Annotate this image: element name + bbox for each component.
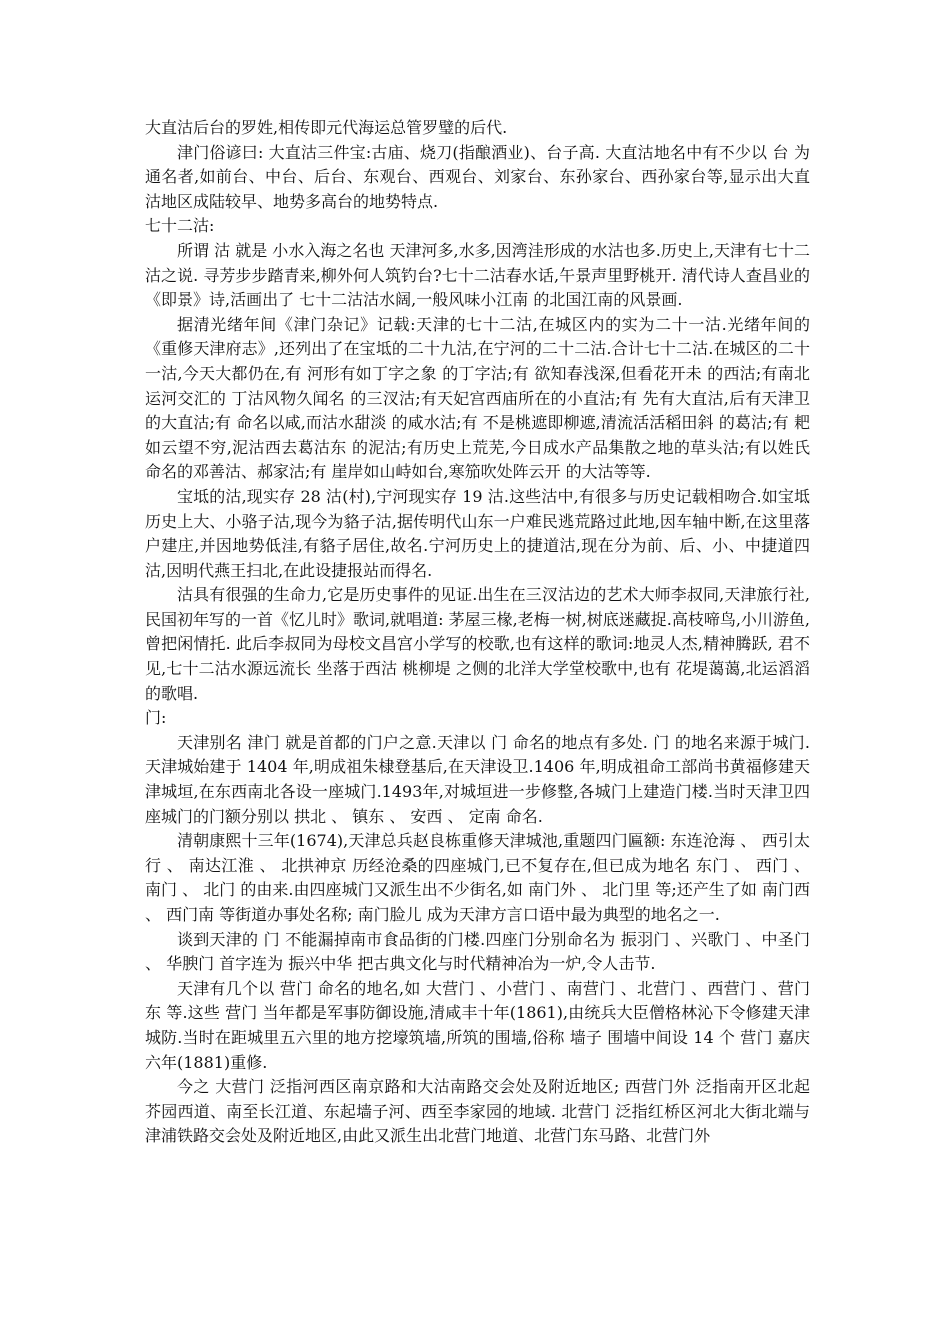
section-heading-men: 门: [145,708,167,728]
paragraph-gu-definition: 所谓 沽 就是 小水入海之名也 天津河多,水多,因湾洼形成的水沽也多.历史上,天津有七十二沽之说. 寻芳步步踏青来,柳外何人筑钓台?七十二沽春水话,午景声里野桃开. 清代诗人查昌业的《即景》诗,活画出了 七十二沽沽水阔,一般风味小江南 的北国江南的风景画. [145,240,810,310]
paragraph-jinmen-origin: 天津别名 津门 就是首都的门户之意.天津以 门 命名的地点有多处. 门 的地名来源于城门. 天津城始建于 1404 年,明成祖朱棣登基后,在天津设卫.1406 年,明成祖命工部尚书黄福修建天津城垣,在东西南北各设一座城门.1493年,对城垣进一步修整,各城门上建造门楼.当时天津卫四座城门的门额分别以 拱北 、 镇东 、 安西 、 定南 命名. [145,732,810,826]
section-heading-seventy-two-gu: 七十二沽: [145,216,215,236]
paragraph-gu-vitality: 沽具有很强的生命力,它是历史事件的见证.出生在三汊沽边的艺术大师李叔同,天津旅行社,民国初年写的一首《忆儿时》歌词,就唱道: 茅屋三椽,老梅一树,树底迷藏捉.高枝啼鸟,小川游鱼,曾把闲情托. 此后李叔同为母校文昌宫小学写的校歌,也有这样的歌词:地灵人杰,精神腾跃, 君不见,七十二沽水源远流长 坐落于西沽 桃柳堤 之侧的北洋大学堂校歌中,也有 花堤蔼蔼,北运滔滔 的歌唱. [145,585,810,703]
paragraph-yingmen-today: 今之 大营门 泛指河西区南京路和大沽南路交会处及附近地区; 西营门外 泛指南开区北起芥园西道、南至长江道、东起墙子河、西至李家园的地域. 北营门 泛指红桥区河北大街北端与津浦铁路交会处及附近地区,由此又派生出北营门地道、北营门东马路、北营门外 [145,1077,810,1146]
paragraph-dazhigu-luo: 大直沽后台的罗姓,相传即元代海运总管罗璧的后代. [145,118,508,137]
paragraph-jinmen-zaji: 据清光绪年间《津门杂记》记载:天津的七十二沽,在城区内的实为二十一沽.光绪年间的《重修天津府志》,还列出了在宝坻的二十九沽,在宁河的二十二沽.合计七十二沽.在城区的二十一沽,今天大都仍在,有 河形有如丁字之象 的丁字沽;有 欲知春浅深,但看花开未 的西沽;有南北运河交汇的 丁沽风物久闻名 的三汊沽;有天妃宫西庙所在的小直沽;有 先有大直沽,后有天津卫 的大直沽;有 命名以咸,而沽水甜淡 的咸水沽;有 不是桃遮即柳遮,清流活活稻田斜 的葛沽;有 耙如云望不穷,泥沽西去葛沽东 的泥沽;有历史上荒芜,今日成水产品集散之地的草头沽;有以姓氏命名的邓善沽、郝家沽;有 崖岸如山峙如台,寒笳吹处阵云开 的大沽等等. [145,314,810,482]
paragraph-dazhigu-proverb: 津门俗谚曰: 大直沽三件宝:古庙、烧刀(指酿酒业)、台子高. 大直沽地名中有不少以 台 为通名者,如前台、中台、后台、东观台、西观台、刘家台、东孙家台、西孙家台等,显示出大直沽地区成陆较早、地势多高台的地势特点. [145,142,810,211]
paragraph-kangxi-gates: 清朝康熙十三年(1674),天津总兵赵良栋重修天津城池,重题四门匾额: 东连沧海 、 西引太行 、 南达江淮 、 北拱神京 历经沧桑的四座城门,已不复存在,但已成为地名 东门 、 西门 、 南门 、 北门 的由来.由四座城门又派生出不少街名,如 南门外 、 北门里 等;还产生了如 南门西 、 西门南 等街道办事处名称; 南门脸儿 成为天津方言口语中最为典型的地名之一. [145,831,810,924]
paragraph-nanshi-gates: 谈到天津的 门 不能漏掉南市食品街的门楼.四座门分别命名为 振羽门 、兴歌门 、中圣门 、 华腴门 首字连为 振兴中华 把古典文化与时代精神冶为一炉,令人击节. [145,929,810,974]
paragraph-yingmen: 天津有几个以 营门 命名的地名,如 大营门 、小营门 、南营门 、北营门 、西营门 、营门东 等.这些 营门 当年都是军事防御设施,清咸丰十年(1861),由统兵大臣僧格林沁下令修建天津城防.当时在距城里五六里的地方挖壕筑墙,所筑的围墙,俗称 墙子 围墙中间设 14 个 营门 嘉庆六年(1881)重修. [145,978,810,1072]
paragraph-baodi-ninghe: 宝坻的沽,现实存 28 沽(村),宁河现实存 19 沽.这些沽中,有很多与历史记载相吻合.如宝坻历史上大、小骆子沽,现今为貉子沽,据传明代山东一户难民逃荒路过此地,因车轴中断,在这里落户建庄,并因地势低洼,有貉子居住,故名.宁河历史上的捷道沽,现在分为前、后、小、中捷道四沽,因明代燕王扫北,在此设捷报站而得名. [145,486,810,580]
